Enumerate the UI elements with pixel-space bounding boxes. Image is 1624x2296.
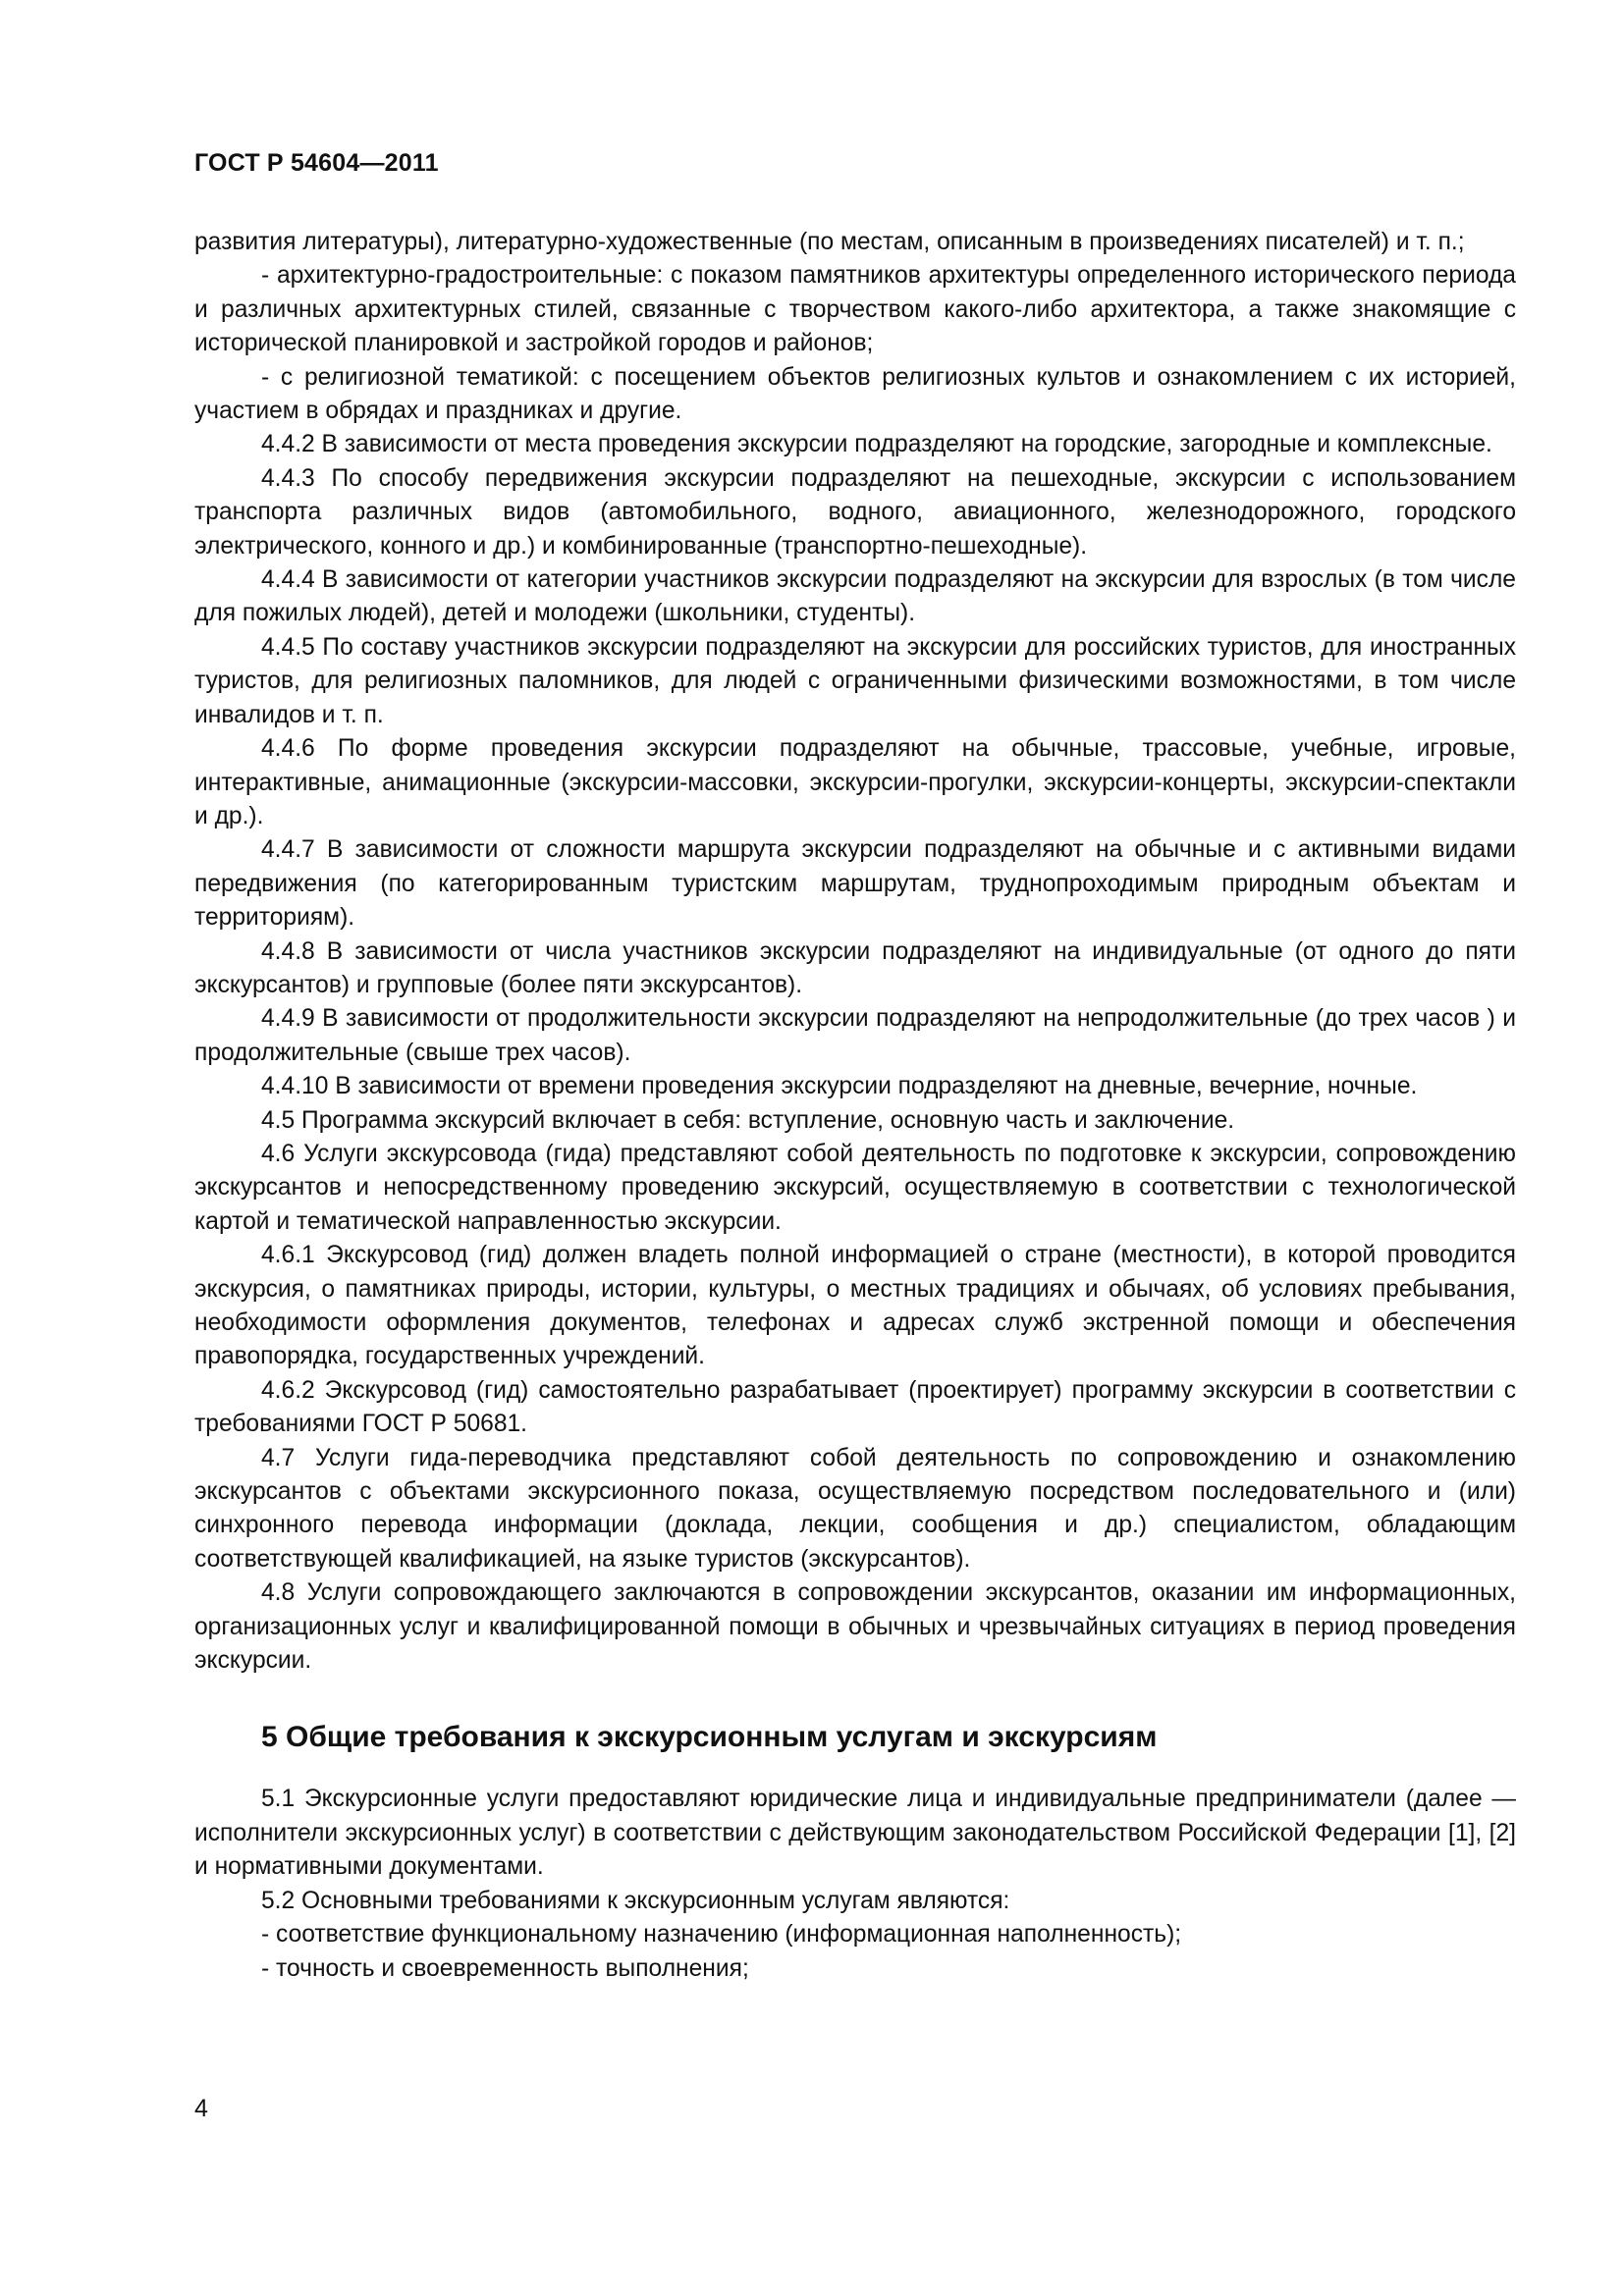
- paragraph: 4.4.10 В зависимости от времени проведения экскурсии подразделяют на дневные, вечерние, ночные.: [261, 1073, 1418, 1100]
- paragraph: 4.4.2 В зависимости от места проведения экскурсии подразделяют на городские, загородные и комплексные.: [261, 431, 1492, 458]
- paragraph: 4.6.1 Экскурсовод (гид) должен владеть полной информацией о стране (местности), в которой проводится экскурсия, о памятниках природы, истории, культуры, о местных традициях и обычаях, об условиях пребывания, необходимости оформления документов, телефонах и адресах служб экстренной помощи и обеспечения правопорядка, государственных учреждений.: [194, 1242, 1516, 1370]
- paragraph: 4.4.8 В зависимости от числа участников экскурсии подразделяют на индивидуальные (от одного до пяти экскурсантов) и групповые (более пяти экскурсантов).: [194, 937, 1516, 998]
- page-number: 4: [194, 2095, 208, 2122]
- standard-header: ГОСТ Р 54604—2011: [194, 149, 439, 177]
- paragraph: 4.6.2 Экскурсовод (гид) самостоятельно разрабатывает (проектирует) программу экскурсии в соответствии с требованиями ГОСТ Р 50681.: [194, 1376, 1516, 1438]
- paragraph: 4.4.4 В зависимости от категории участников экскурсии подразделяют на экскурсии для взрослых (в том числе для пожилых людей), детей и молодежи (школьники, студенты).: [194, 566, 1516, 627]
- paragraph: - с религиозной тематикой: с посещением объектов религиозных культов и ознакомлением с их историей, участием в обрядах и праздниках и другие.: [194, 363, 1516, 425]
- paragraph: 4.7 Услуги гида-переводчика представляют собой деятельность по сопровождению и ознакомлению экскурсантов с объектами экскурсионного показа, осуществляемую посредством последовательного и (или) синхронного перевода информации (доклада, лекции, сообщения и др.) специалистом, обладающим соответствующей квалификацией, на языке туристов (экскурсантов).: [194, 1444, 1516, 1573]
- paragraph: 4.5 Программа экскурсий включает в себя: вступление, основную часть и заключение.: [261, 1106, 1235, 1134]
- paragraph: развития литературы), литературно-художественные (по местам, описанным в произведениях писателей) и т. п.;: [194, 229, 1465, 255]
- paragraph: - архитектурно-градостроительные: с показом памятников архитектуры определенного исторического периода и различных архитектурных стилей, связанные с творчеством какого-либо архитектора, а также знакомящие с исторической планировкой и застройкой городов и районов;: [194, 262, 1516, 357]
- paragraph: 4.4.3 По способу передвижения экскурсии подразделяют на пешеходные, экскурсии с использованием транспорта различных видов (автомобильного, водного, авиационного, железнодорожного, городского электрического, конного и др.) и комбинированные (транспортно-пешеходные).: [194, 464, 1516, 560]
- paragraph: - точность и своевременность выполнения;: [261, 1954, 749, 1982]
- section-heading: 5 Общие требования к экскурсионным услугам и экскурсиям: [261, 1721, 1158, 1754]
- paragraph: 4.4.9 В зависимости от продолжительности экскурсии подразделяют на непродолжительные (до трех часов ) и продолжительные (свыше трех часов).: [194, 1005, 1516, 1066]
- paragraph: 4.4.6 По форме проведения экскурсии подразделяют на обычные, трассовые, учебные, игровые, интерактивные, анимационные (экскурсии-массовки, экскурсии-прогулки, экскурсии-концерты, экскурсии-спектакли и др.).: [194, 735, 1516, 829]
- paragraph: 5.1 Экскурсионные услуги предоставляют юридические лица и индивидуальные предприниматели (далее — исполнители экскурсионных услуг) в соответствии с действующим законодательством Российской Федерации [1], [2] и нормативными документами.: [194, 1786, 1516, 1881]
- paragraph: 4.4.5 По составу участников экскурсии подразделяют на экскурсии для российских туристов, для иностранных туристов, для религиозных паломников, для людей с ограниченными физическими возможностями, в том числе инвалидов и т. п.: [194, 633, 1516, 728]
- paragraph: 5.2 Основными требованиями к экскурсионным услугам являются:: [261, 1887, 1010, 1914]
- paragraph: 4.8 Услуги сопровождающего заключаются в сопровождении экскурсантов, оказании им информационных, организационных услуг и квалифицированной помощи в обычных и чрезвычайных ситуациях в период проведения экскурсии.: [194, 1579, 1516, 1675]
- paragraph: 4.6 Услуги экскурсовода (гида) представляют собой деятельность по подготовке к экскурсии, сопровождению экскурсантов и непосредственному проведению экскурсий, осуществляемую в соответствии с технологической картой и тематической направленностью экскурсии.: [194, 1140, 1516, 1235]
- document-body: [194, 226, 1516, 1986]
- paragraph-group-bottom: [194, 1783, 1516, 1985]
- paragraph-group-top: [194, 226, 1516, 1678]
- paragraph: 4.4.7 В зависимости от сложности маршрута экскурсии подразделяют на обычные и с активными видами передвижения (по категорированным туристским маршрутам, труднопроходимым природным объектам и территориям).: [194, 836, 1516, 932]
- paragraph: - соответствие функциональному назначению (информационная наполненность);: [261, 1921, 1182, 1949]
